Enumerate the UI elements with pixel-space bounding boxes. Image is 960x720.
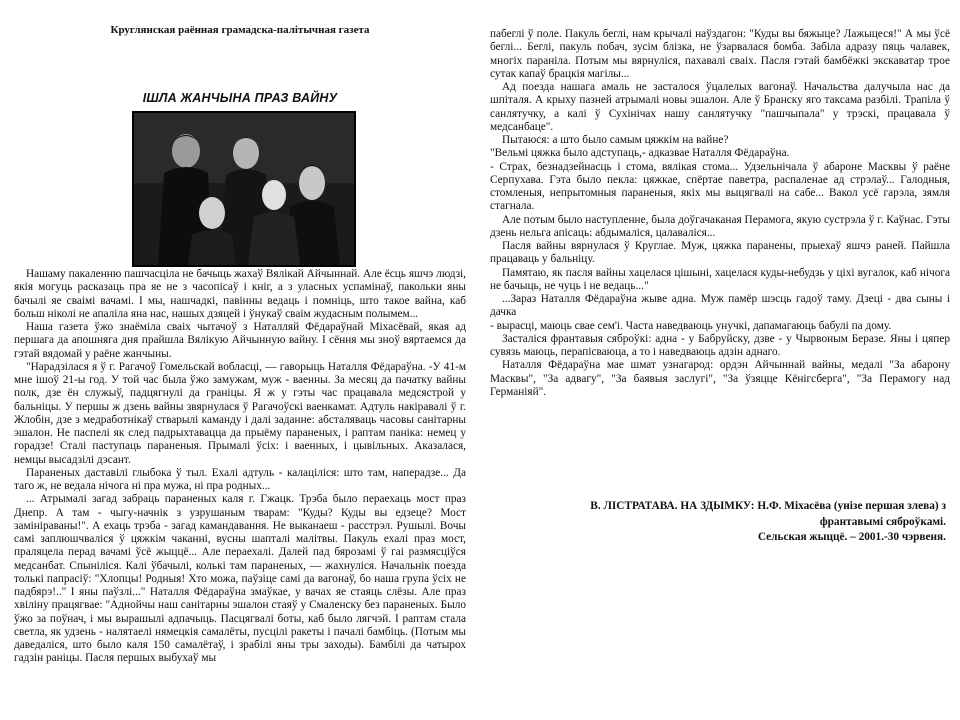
caption-line: В. ЛІСТРАТАВА. НА ЗДЫМКУ: Н.Ф. Міхасёва (унізе першая злева) з (590, 500, 946, 512)
paragraph: Ад поезда нашага амаль не засталося ўцалелых вагонаў. Начальства далучыла нас да шпіталя. А крыху пазней атрымалі новы эшалон. Але ў Бранску яго таксама разбілі. Трапіла ў санлятучку, а калі ў Сухінічах нашу санлятучку "пашчыпала" у трэскі, працавала ў медсанбаце". (490, 81, 950, 133)
source-line: Сельская жыццё. – 2001.-30 чэрвеня. (757, 531, 946, 543)
paragraph: Пытаюся: а што было самым цяжкім на вайне? (502, 134, 729, 146)
paragraph: Наталля Фёдараўна мае шмат узнагарод: ордэн Айчыннай вайны, медалі "За абарону Масквы", "За адвагу", "За баявыя заслугі", "За ўзяцце Кёнігсберга", "За Перамогу над Германіяй". (490, 359, 950, 398)
paragraph: - вырасці, маюць свае сем'і. Часта наведваюць унучкі, дапамагаюць бабулі па дому. (490, 319, 892, 332)
paragraph: Памятаю, як пасля вайны хацелася цішыні, хацелася куды-небудзь у ціхі вугалок, каб нічога не бачыць, не чуць і не ведаць..." (490, 266, 950, 292)
paragraph: - Страх, безнадзейнасць і стома, вялікая стома... Удзельнічала ў абароне Масквы ў раёне Серпухава. Гэта было пекла: цяжкае, спёртае паветра, распаленае ад стрэлаў... Галодныя, стомленыя, непрытомныя параненыя, якіх мы выцягвалі на сабе... Вакол усё гарэла, зямля стагнала. (490, 160, 950, 213)
paragraph: Параненых даставілі глыбока ў тыл. Ехалі адтуль - калаціліся: што там, наперадзе... Да таго ж, не ведала нічога ні пра мужа, ні пра родных... (14, 466, 466, 492)
article-body-right (490, 28, 950, 399)
article-title: ІШЛА ЖАНЧЫНА ПРАЗ ВАЙНУ (142, 91, 338, 105)
paragraph: "Вельмі цяжка было адступаць,- адказвае Наталля Фёдараўна. (490, 147, 790, 160)
newspaper-header: Круглянская раённая грамадска-палітычная газета (110, 24, 370, 36)
right-page (480, 0, 960, 720)
paragraph: "Нарадзілася я ў г. Рагачоў Гомельскай вобласці, — гаворыць Наталля Фёдараўна. -У 41-м мне ішоў 21-ы год. У той час была ўжо замужам, муж - ваенны. За месяц да пачатку вайны полк, дзе ён служыў, падцягнулі да граніцы. Я ж у гэты час працавала медсястрой у бальніцы. У першы ж дзень вайны звярнулася ў Рагачоўскі ваенкамат. Адтуль накіравалі ў г. Жлобін, дзе з медработнікаў стварылі каманду і далі заданне: абсталяваць часовы санітарны эшалон. Не паспелі як след падрыхтавацца да прыёму параненых, і раптам паніка: немец у горадзе! Сталі паступаць параненыя. Прымалі ўсіх: і ваенных, і цывільных. Аказалася, немцы высадзілі дэсант. (14, 360, 466, 466)
paragraph: ... Атрымалі загад забраць параненых каля г. Гжацк. Трэба было пераехаць мост праз Днепр. А там - чыгу-начнік з узрушаным тварам: "Куды? Куды вы едзеце? Мост замініраваны!". А ехаць трэба - загад камандавання. Не выканаеш - расстрэл. Рушылі. Вочы самі заплюшчваліся ў цяжкім чаканні, вусны шапталі малітвы. Пакуль ехалі праз мост, праляцела перад вачамі ўсё жыццё... Але пераехалі. Далей пад бярозамі ў гаі размясціўся медсанбат. Спыніліся. Калі ўбачылі, колькі там параненых, — жахнуліся. Начальнік поезда толькі папрасіў: "Хлопцы! Родныя! Хто можа, паўзіце самі да вагонаў, бо наша група ўсіх не падбярэ!.." І яны паўзлі..." Наталля Фёдараўна змаўкае, у вачах яе стаяць слёзы. Але праз хвіліну працягвае: "Аднойчы наш санітарны эшалон стаяў у Смаленску без параненых. Было ўжо за поўнач, і мы вырашылі адпачыць. Пасцягвалі боты, каб было лягчэй. І раптам стала светла, як удзень - налятаелі нямецкія самалёты, пусцілі ракеты і пачалі бамбіць. (Потым мы даведаліся, што было каля 150 самалётаў, і зрабілі яны тры заходы). Бамбілі да чатырох гадзін раніцы. Пасля першых выбухаў мы (14, 493, 466, 665)
paragraph: Наша газета ўжо знаёміла сваіх чытачоў з Наталляй Фёдараўнай Міхасёвай, якая ад першага да апошняга дня прайшла Вялікую Айчынную вайну. І сёння мы зноў вяртаемся да гэтай вядомай у раёне жанчыны. (14, 321, 466, 360)
paragraph: Засталіся франтавыя сяброўкі: адна - у Бабруйску, дзве - у Чырвоным Беразе. Яны і цяпер сувязь маюць, перапісваюца, а то і наведваюць адзін аднаго. (490, 332, 950, 358)
paragraph: Нашаму пакаленню пашчасціла не бачыць жахаў Вялікай Айчыннай. Але ёсць яшчэ людзі, якія могуць расказаць пра яе не з часопісаў і кніг, а з уласных успамінаў, пакольки яны бачылі яе сваімі вачамі. І мы, нашчадкі, павінны ведаць і помніць, што такое вайна, каб больш ніколі не апаліла яна нас, нашых дзяцей і ўнукаў сваім жудасным полымем... (14, 268, 466, 320)
paragraph: ...Зараз Наталля Фёдараўна жыве адна. Муж памёр шэсць гадоў таму. Дзеці - два сыны і дачка (490, 293, 950, 319)
article-body-left (14, 268, 466, 666)
paragraph: пабеглі ў поле. Пакуль беглі, нам крычалі наўздагон: "Куды вы бяжыце? Лажыцеся!" А мы ўсё беглі... Беглі, пакуль побач, зусім блізка, не ўзарвалася бомба. Забіла адразу пяць чалавек, многіх параніла. Потым мы вярнуліся, пахавалі сваіх. Пасля гэтай бамбёжкі экскаватар трое сутак капаў брацкія магілы... (490, 28, 950, 80)
group-photo-image (134, 113, 354, 265)
group-photo (132, 111, 356, 267)
caption-line: франтавымі сяброўкамі. (819, 515, 946, 528)
paragraph: Пасля вайны вярнулася ў Круглае. Муж, цяжка паранены, прыехаў яшчэ раней. Пайшла працаваць у бальніцу. (490, 240, 950, 266)
paragraph: Але потым было наступленне, была доўгачаканая Перамога, якую сустрэла ў г. Каўнас. Гэты дзень нельга апісаць: абдымаліся, цалаваліся... (490, 213, 950, 239)
photo-caption (490, 499, 946, 546)
